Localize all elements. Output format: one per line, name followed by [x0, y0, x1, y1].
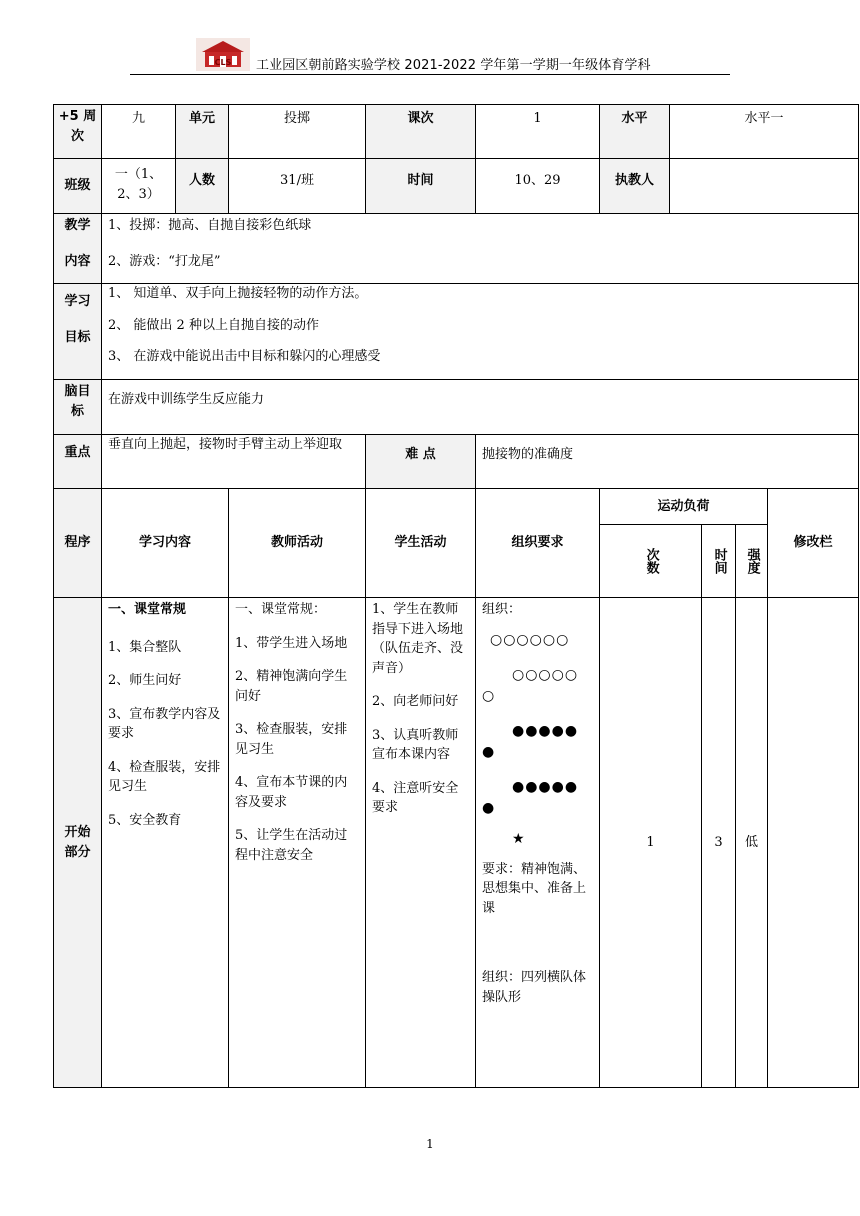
lesson-value: 1	[476, 105, 600, 159]
head-times-text: 次数	[643, 548, 659, 574]
start-intensity: 低	[736, 598, 768, 1088]
difficulty-label: 难 点	[366, 435, 476, 489]
info-row-1	[54, 105, 859, 159]
table-head-row-1	[54, 489, 859, 525]
formation-row: ●●●●●	[512, 778, 579, 795]
goals-row	[54, 284, 859, 380]
class-value: 一（1、2、3）	[102, 159, 176, 214]
start-revise	[768, 598, 859, 1088]
head-load: 运动负荷	[600, 489, 768, 525]
start-student-item: 3、认真听教师宣布本课内容	[372, 727, 459, 762]
start-student-item: 1、学生在教师指导下进入场地（队伍走齐、没声音）	[372, 602, 464, 676]
head-times	[600, 525, 702, 598]
head-duration	[702, 525, 736, 598]
logo-text: CLS	[214, 58, 232, 67]
start-teacher-item: 3、检查服装，安排见习生	[235, 722, 348, 757]
level-label: 水平	[600, 105, 670, 159]
brain-text: 在游戏中训练学生反应能力	[102, 380, 859, 435]
start-student-list	[372, 600, 469, 818]
start-teacher-item: 4、宣布本节课的内容及要求	[235, 775, 348, 810]
content-text	[102, 214, 859, 284]
teacher-value	[670, 159, 859, 214]
time-label: 时间	[366, 159, 476, 214]
content-label	[54, 214, 102, 284]
goal-line-2: 2、 能做出 2 种以上自抛自接的动作	[108, 317, 319, 333]
start-teacher-list	[235, 634, 359, 866]
info-row-2	[54, 159, 859, 214]
content-label-line1: 教学	[64, 218, 91, 233]
start-content-item: 1、集合整队	[108, 639, 182, 655]
head-teacher: 教师活动	[229, 489, 366, 598]
start-organization	[476, 598, 600, 1088]
start-times: 1	[600, 598, 702, 1088]
start-content-item: 3、宣布教学内容及要求	[108, 706, 221, 741]
header-divider	[130, 74, 730, 75]
content-line-2: 2、游戏：“打龙尾”	[108, 253, 221, 269]
start-section-label	[54, 598, 102, 1088]
start-label-line1: 开始	[64, 825, 91, 840]
start-content-list	[108, 638, 222, 831]
start-content-item: 4、检查服装，安排见习生	[108, 759, 221, 794]
head-student: 学生活动	[366, 489, 476, 598]
key-row	[54, 435, 859, 489]
count-value: 31/班	[229, 159, 366, 214]
formation-row: ●	[482, 799, 496, 816]
head-intensity	[736, 525, 768, 598]
start-section-row	[54, 598, 859, 1088]
brain-label-line1: 脑目	[64, 384, 91, 399]
goal-line-3: 3、 在游戏中能说出击中目标和躲闪的心理感受	[108, 349, 381, 364]
level-value: 水平一	[670, 105, 859, 159]
head-duration-text: 时间	[711, 548, 727, 574]
org-requirement: 要求：精神饱满、思想集中、准备上课	[482, 861, 587, 916]
head-content: 学习内容	[102, 489, 229, 598]
lesson-label: 课次	[366, 105, 476, 159]
content-label-line2: 内容	[64, 253, 91, 269]
start-content-title: 一、课堂常规	[108, 602, 187, 617]
school-logo	[196, 38, 250, 71]
content-row	[54, 214, 859, 284]
time-value: 10、29	[476, 159, 600, 214]
goal-line-1: 1、 知道单、双手向上抛接轻物的动作方法。	[108, 286, 368, 301]
start-teacher-item: 5、让学生在活动过程中注意安全	[235, 828, 348, 863]
count-label: 人数	[176, 159, 229, 214]
teacher-label: 执教人	[600, 159, 670, 214]
formation-row: ○	[482, 687, 496, 704]
start-teacher-activity	[229, 598, 366, 1088]
start-student-activity	[366, 598, 476, 1088]
page-number: 1	[426, 1137, 434, 1151]
key-label: 重点	[54, 435, 102, 489]
formation-row: ●●●●●	[512, 722, 579, 739]
formation-row: ○○○○○	[512, 666, 579, 683]
start-content-item: 5、安全教育	[108, 812, 182, 828]
start-label-line2: 部分	[64, 844, 91, 860]
goals-label-line1: 学习	[64, 294, 91, 309]
head-org: 组织要求	[476, 489, 600, 598]
start-teacher-item: 2、精神饱满向学生问好	[235, 669, 348, 704]
formation-row: ○○○○○○	[490, 631, 570, 648]
week-label: +5 周次	[54, 105, 102, 159]
page-header	[0, 0, 860, 80]
brain-label-line2: 标	[70, 403, 84, 419]
page-title: 工业园区朝前路实验学校 2021-2022 学年第一学期一年级体育学科	[256, 58, 651, 73]
start-student-item: 4、注意听安全要求	[372, 780, 459, 815]
start-content	[102, 598, 229, 1088]
start-teacher-item: 1、带学生进入场地	[235, 635, 348, 651]
teacher-star-icon: ★	[512, 830, 526, 847]
start-student-item: 2、向老师问好	[372, 694, 459, 709]
goals-label-line2: 目标	[64, 329, 91, 345]
head-intensity-text: 强度	[744, 548, 760, 574]
start-teacher-title: 一、课堂常规：	[235, 602, 327, 617]
brain-label	[54, 380, 102, 435]
lesson-plan-table	[53, 104, 859, 1088]
goals-text	[102, 284, 859, 380]
start-content-item: 2、师生问好	[108, 673, 182, 688]
brain-row	[54, 380, 859, 435]
class-label: 班级	[54, 159, 102, 214]
key-text: 垂直向上抛起，接物时手臂主动上举迎取	[102, 435, 366, 489]
unit-value: 投掷	[229, 105, 366, 159]
org-label: 组织：	[482, 602, 522, 617]
org-formation: 组织：四列横队体操队形	[482, 970, 587, 1005]
start-duration: 3	[702, 598, 736, 1088]
head-revise: 修改栏	[768, 489, 859, 598]
difficulty-text: 抛接物的准确度	[476, 435, 859, 489]
head-procedure: 程序	[54, 489, 102, 598]
week-value: 九	[102, 105, 176, 159]
content-line-1: 1、投掷：抛高、自抛自接彩色纸球	[108, 218, 312, 233]
unit-label: 单元	[176, 105, 229, 159]
formation-row: ●	[482, 743, 496, 760]
goals-label	[54, 284, 102, 380]
